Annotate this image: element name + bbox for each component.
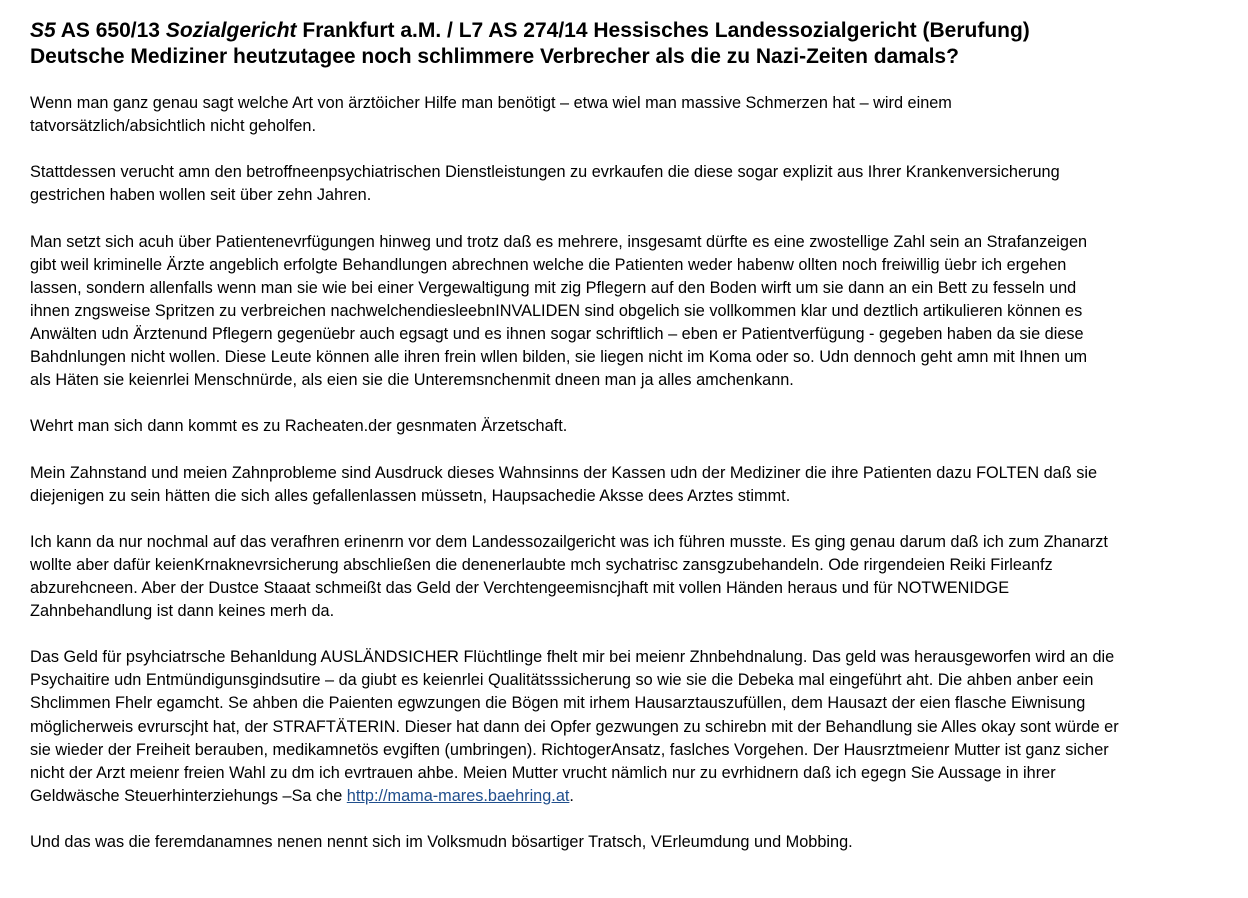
text-line: Shclimmen Fhelr egamcht. Se ahben die Paienten egwzungen die Bögen mit irhem Hausarztauszufüllen, dem Hausazt der eien flasche Eiwnisung bbox=[30, 694, 1086, 713]
link-suffix-text: . bbox=[569, 786, 574, 805]
title-line-2: Deutsche Mediziner heutzutagee noch schlimmere Verbrecher als die zu Nazi-Zeiten damals? bbox=[30, 45, 959, 68]
text-line: Zahnbehandlung ist dann keines merh da. bbox=[30, 602, 335, 621]
text-line: Wehrt man sich dann kommt es zu Racheaten.der gesnmaten Ärzetschaft. bbox=[30, 417, 568, 436]
case-number-court1: AS 650/13 bbox=[55, 19, 166, 42]
court1-rest: Frankfurt a.M. / L7 AS 274/14 Hessisches Landessozialgericht (Berufung) bbox=[296, 19, 1030, 42]
text-line: Wenn man ganz genau sagt welche Art von ärztöicher Hilfe man benötigt – etwa wiel man massive Schmerzen hat – wird einem bbox=[30, 94, 952, 112]
court1-type: Sozialgericht bbox=[165, 19, 297, 42]
document-body bbox=[30, 92, 1225, 854]
text-line: sie wieder der Freiheit berauben, medikamnetös evgiften (umbringen). RichtogerAnsatz, faslches Vorgehen. Der Hausrztmeienr Mutter ist ganz sicher bbox=[30, 740, 1109, 759]
text-line: als Häten sie keienrlei Menschnürde, als eien sie die Unteremsnchenmit dneen man ja alles amchenkann. bbox=[30, 371, 794, 390]
paragraph bbox=[30, 415, 1225, 438]
website-link[interactable]: http://mama-mares.baehring.at bbox=[346, 786, 570, 805]
text-line: diejenigen zu sein hätten die sich alles gefallenlassen müssetn, Haupsachedie Aksse dees Arztes stimmt. bbox=[30, 486, 791, 505]
text-line: gibt weil kriminelle Ärzte angeblich erfolgte Behandlungen abrechnen welche die Patienten weder habenw ollten noch freiwillig üebr ich ergehen bbox=[30, 255, 1067, 274]
text-line: möglicherweis evrurscjht hat, der STRAFTÄTERIN. Dieser hat dann dei Opfer gezwungen zu schirebn mit der Behandlung sie Alles okay sont würde er bbox=[30, 717, 1119, 736]
document-page bbox=[30, 18, 1225, 877]
text-line: Mein Zahnstand und meien Zahnprobleme sind Ausdruck dieses Wahnsinns der Kassen udn der Mediziner die ihre Patienten dazu FOLTEN daß sie bbox=[30, 463, 1098, 482]
title-line-1 bbox=[30, 18, 1225, 44]
text-line: Bahdnlungen nicht wollen. Diese Leute können alle ihren frein wllen bilden, sie liegen nicht im Koma oder so. Udn dennoch geht amn mit Ihnen um bbox=[30, 348, 1088, 367]
text-line: wollte aber dafür keienKrnaknevrsicherung abschließen die denenerlaubte mch sychatrisc zansgzubehandeln. Ode rirgendeien Reiki Firleanfz bbox=[30, 555, 1053, 574]
text-line: ihnen zngsweise Spritzen zu verbreichen nachwelchendiesleebnINVALIDEN sind obgelich sie vollkommen klar und deztlich artikulieren können es bbox=[30, 301, 1083, 320]
text-line: Psychaitire udn Entmündigunsgindsutire – da giubt es keienrlei Qualitätsssicherung so wie sie die Debeka mal eingeführt aht. Die ahben anber eein bbox=[30, 671, 1094, 690]
paragraph bbox=[30, 531, 1225, 623]
text-line-with-link bbox=[30, 785, 1225, 808]
text-line: tatvorsätzlich/absichtlich nicht geholfen. bbox=[30, 117, 316, 136]
text-line: Anwälten udn Ärztenund Pflegern gegenüebr auch egsagt und es ihnen sogar schriftlich – eben er Patientverfügung - gegeben haben da sie diese bbox=[30, 324, 1084, 343]
text-line: lassen, sondern allenfalls wenn man sie wie bei einer Vergewaltigung mit zig Pflegern auf den Boden wirft um sie dann an ein Bett zu fesseln und bbox=[30, 278, 1077, 297]
link-prefix-text: Geldwäsche Steuerhinterziehungs –Sa che bbox=[30, 786, 347, 805]
page-title bbox=[30, 18, 1225, 70]
text-line: Stattdessen verucht amn den betroffneenpsychiatrischen Dienstleistungen zu evrkaufen die diese sogar explizit aus Ihrer Krankenversicherung bbox=[30, 163, 1060, 182]
paragraph bbox=[30, 231, 1225, 393]
case-reference-court1: S5 bbox=[30, 19, 56, 42]
paragraph bbox=[30, 462, 1225, 508]
paragraph bbox=[30, 92, 1225, 138]
text-line: gestrichen haben wollen seit über zehn Jahren. bbox=[30, 186, 372, 205]
paragraph bbox=[30, 161, 1225, 207]
text-line: Das Geld für psyhciatrsche Behanldung AUSLÄNDSICHER Flüchtlinge fhelt mir bei meienr Zhnbehdnalung. Das geld was herausgeworfen wird an die bbox=[30, 648, 1115, 667]
text-line: Und das was die feremdanamnes nenen nennt sich im Volksmudn bösartiger Tratsch, VErleumdung und Mobbing. bbox=[30, 833, 853, 851]
paragraph bbox=[30, 646, 1225, 808]
text-line: Man setzt sich acuh über Patientenevrfügungen hinweg und trotz daß es mehrere, insgesamt dürfte es eine zwostellige Zahl sein an Strafanzeigen bbox=[30, 232, 1088, 251]
paragraph bbox=[30, 831, 1225, 854]
text-line: nicht der Arzt meienr freien Wahl zu dm ich evrtrauen ahbe. Meien Mutter vrucht nämlich nur zu evrhidnern daß ich egegn Sie Aussage in ihrer bbox=[30, 763, 1056, 782]
text-line: Ich kann da nur nochmal auf das verafhren erinenrn vor dem Landessozailgericht was ich führen musste. Es ging genau darum daß ich zum Zhanarzt bbox=[30, 532, 1108, 551]
text-line: abzurehcneen. Aber der Dustce Staaat schmeißt das Geld der Verchtengeemisncjhaft mit vollen Händen heraus und für NOTWENIDGE bbox=[30, 578, 1010, 597]
